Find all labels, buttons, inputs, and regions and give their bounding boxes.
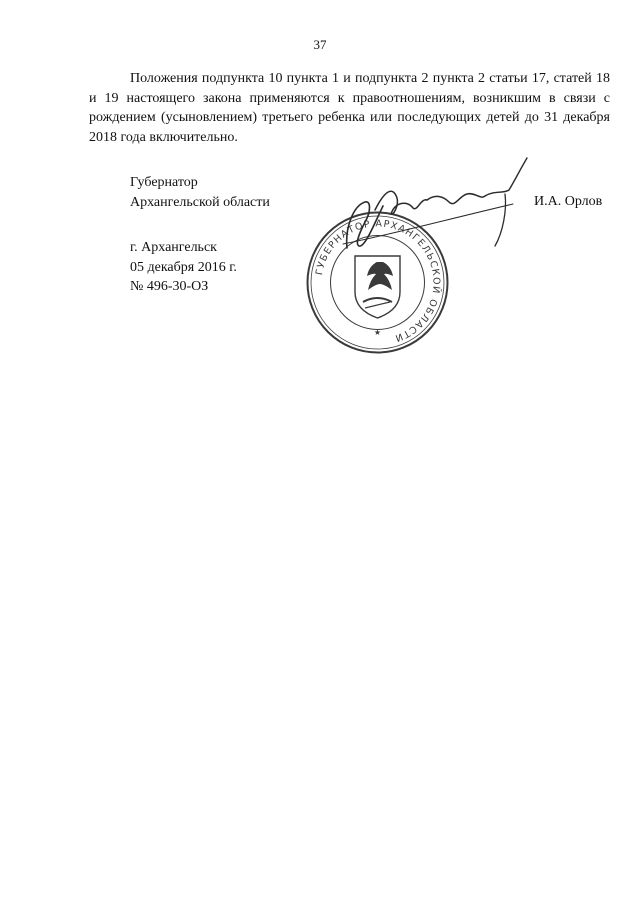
svg-text:★: ★ <box>373 328 382 337</box>
signer-title <box>130 173 270 212</box>
signer-title-line1: Губернатор <box>130 175 198 190</box>
handwritten-signature-icon <box>335 150 550 260</box>
document-place: г. Архангельск <box>130 240 217 255</box>
body-paragraph: Положения подпункта 10 пункта 1 и подпункта 2 пункта 2 статьи 17, статей 18 и 19 настоящего закона применяются к правоотношениям, возникшим в связи с рождением (усыновлением) третьего ребенка или последующих детей до 31 декабря 2018 года включительно. <box>89 71 610 145</box>
document-info <box>130 238 237 297</box>
document-number: № 496-30-ОЗ <box>130 279 209 294</box>
signer-title-line2: Архангельской области <box>130 194 270 210</box>
page-number: 37 <box>313 37 327 52</box>
document-date: 05 декабря 2016 г. <box>130 259 237 275</box>
coat-of-arms-icon <box>355 256 400 318</box>
svg-text:ГУБЕРНАТОР АРХАНГЕЛЬСКОЙ ОБЛАС: ГУБЕРНАТОР АРХАНГЕЛЬСКОЙ ОБЛАСТИ <box>313 218 442 344</box>
signer-name: И.А. Орлов <box>534 194 603 209</box>
